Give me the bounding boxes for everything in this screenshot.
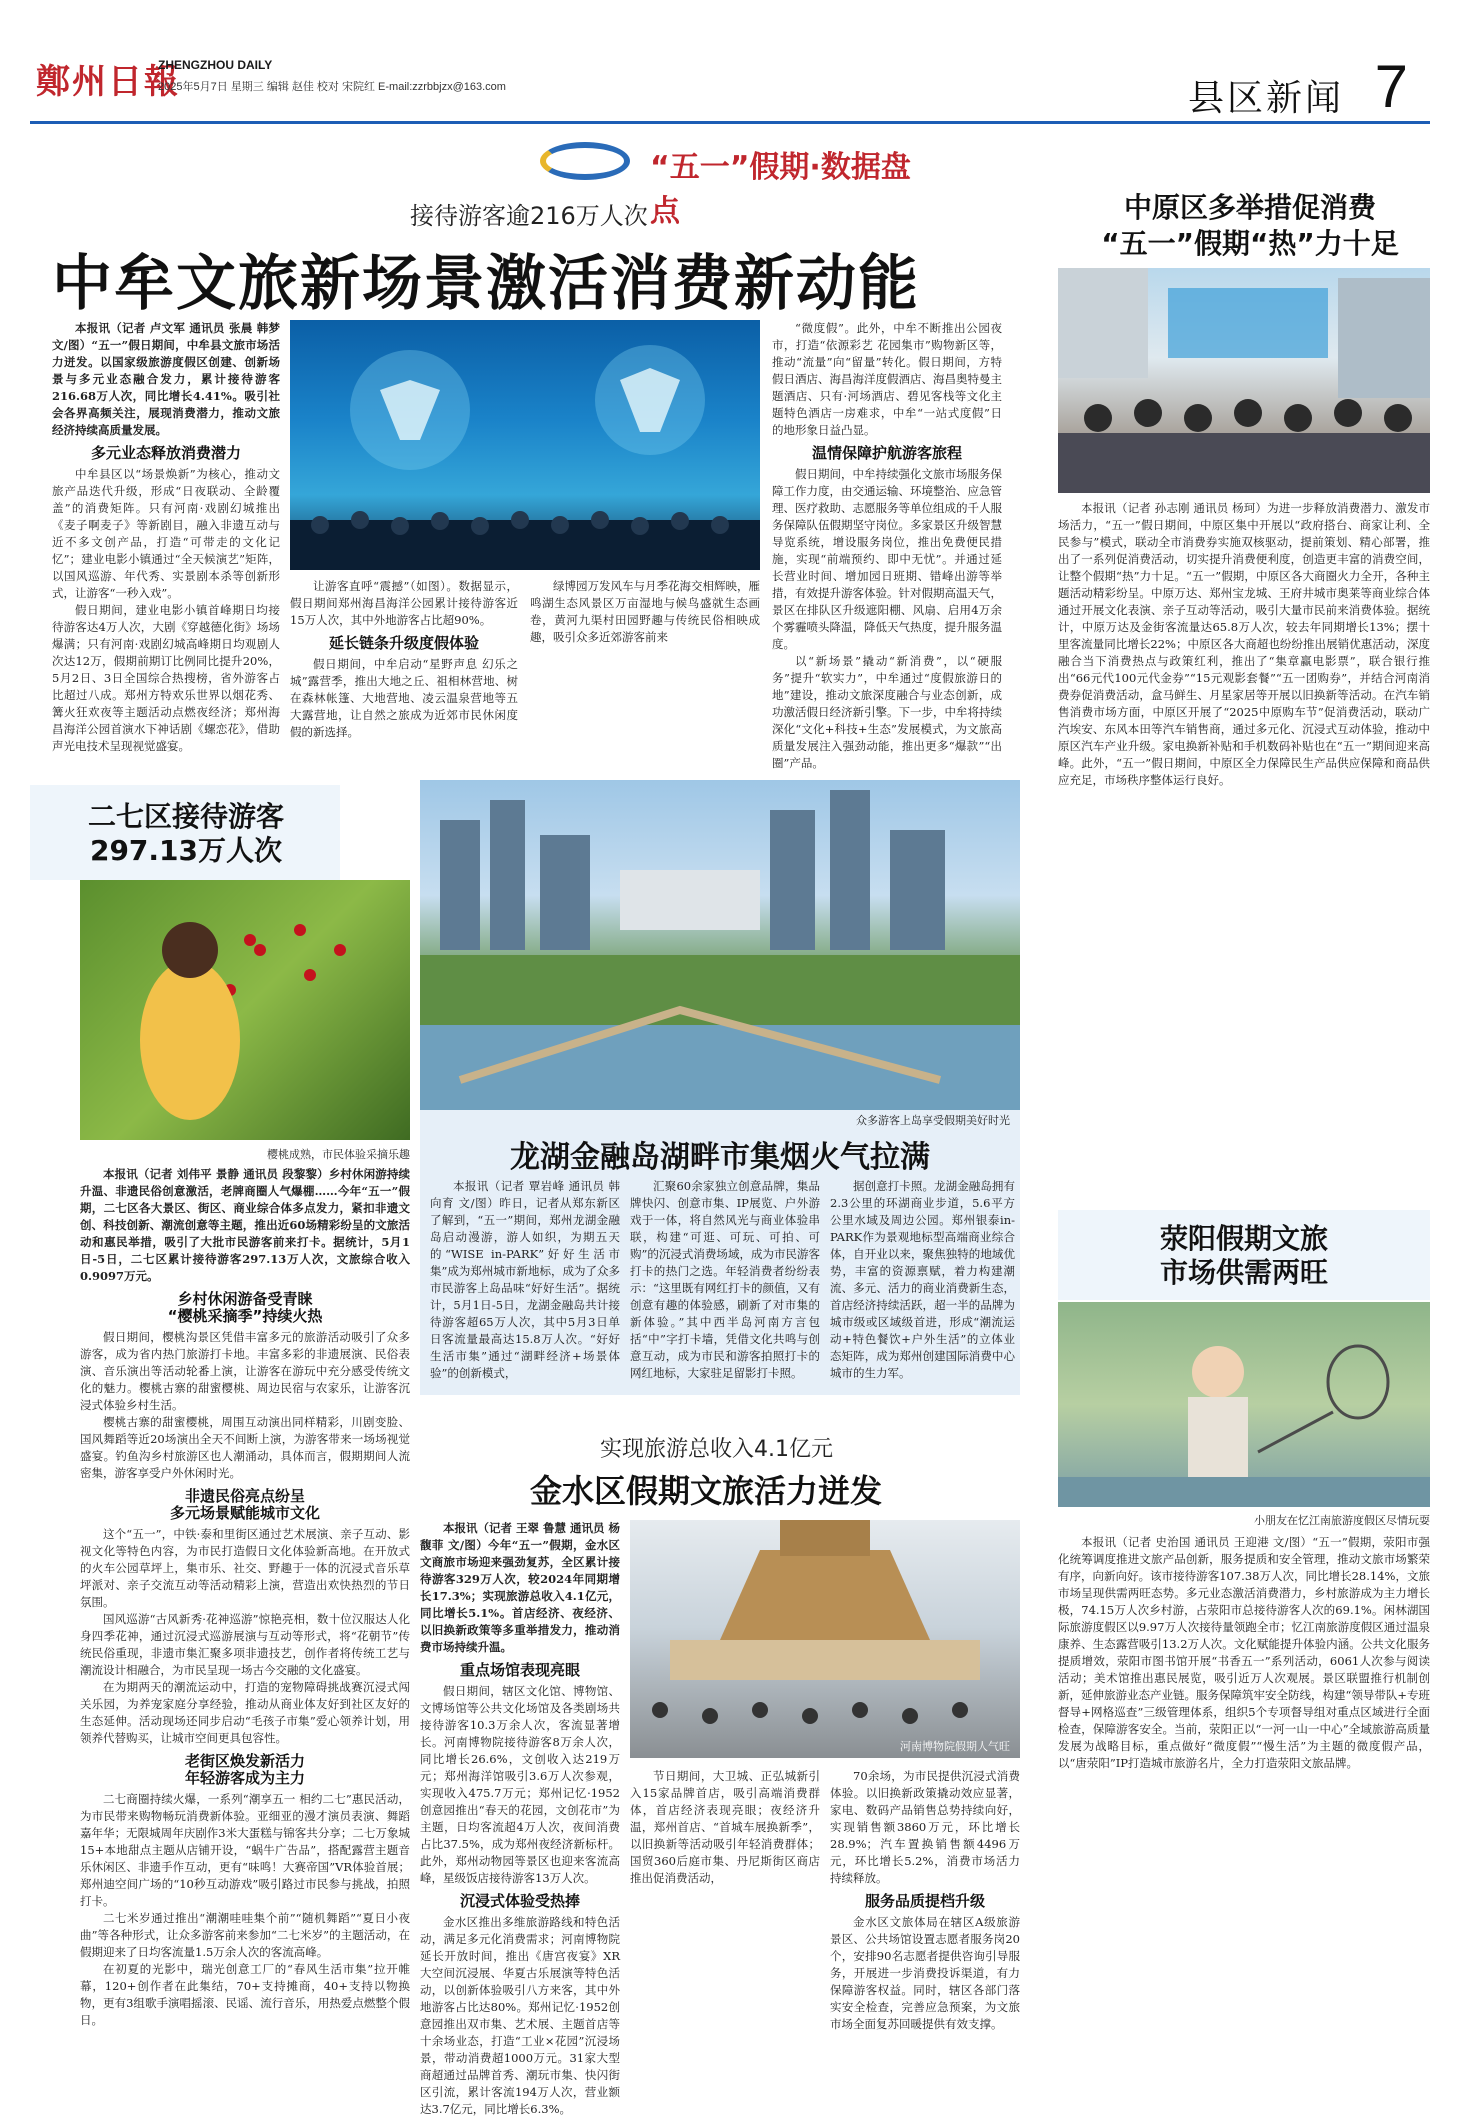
erqi-paragraph: 在为期两天的潮流运动中，打造的宠物障碍挑战赛沉浸式闯关乐园，为养宠家庭分享经验，推动从商业体友好到社区友好的生态延伸。活动现场还同步启动“毛孩子市集”爱心领养计划，用领养代替购买，让城市空间更具包容性。 [80,1680,410,1745]
erqi-subhead-2b: 多元场景赋能城市文化 [169,1504,320,1522]
jinshui-column-2 [630,1768,820,2088]
zhongyuan-headline [1080,190,1420,262]
main-paragraph: 假日期间，中牟持续强化文旅市场服务保障工作力度，由交通运输、环境整治、应急管理、医疗救助、志愿服务等单位组成的千人服务保障队伍假期坚守岗位。多家景区升级智慧导览系统，增设服务岗位，推出免费便民措施，实现“前端预约、即中无忧”。并通过延长营业时间、增加园日班期、错峰出游等举措，有效提升游客体验。针对假期高温天气，景区在排队区升级遮阳棚、风扇、启用4万余个雾霾喷头降温，降低天气热度，提升服务温度。 [772,467,1002,651]
jinshui-paragraph: 假日期间，辖区文化馆、博物馆、文博场馆等公共文化场馆及各类剧场共接待游客10.3万余人次，客流显著增长。河南博物院接待游客8万余人次，同比增长26.6%，文创收入达219万元；郑州海洋馆吸引3.6万人次参观，实现收入475.7万元；郑州记忆·1952创意园推出“春天的花园，文创花市”为主题，日均客流超4万人次，夜间消费占比37.5%，成为郑州夜经济新标杆。此外，郑州动物园等景区也迎来客流高峰，星级饭店接待游客13万人次。 [420,1684,620,1885]
erqi-photo-caption: 樱桃成熟，市民体验采摘乐趣 [267,1148,410,1161]
erqi-subhead-3: 老街区焕发新活力 [184,1752,305,1770]
newspaper-english-name: ZHENGZHOU DAILY [158,58,273,72]
erqi-body [80,1166,410,2086]
main-paragraph: 让游客直呼“震撼”（如图）。数据显示，假日期间郑州海昌海洋公园累计接待游客近15万人次，其中外地游客占比超90%。 [290,579,518,627]
zhongyuan-headline-line-1: 中原区多举措促消费 [1123,191,1376,224]
section-name: 县区新闻 [1187,78,1344,119]
banner-title: “五一”假期·数据盘点 [650,150,911,229]
main-headline: 中牟文旅新场景激活消费新动能 [52,249,920,319]
jinshui-column-3 [830,1768,1020,2088]
erqi-subhead-1b: “樱桃采摘季”持续火热 [167,1307,323,1325]
main-lead: 本报讯（记者 卢文军 通讯员 张晨 韩梦 文/图）“五一”假日期间，中牟县文旅市场活力迸发。以国家级旅游度假区创建、创新场景与多元业态融合发力，累计接待游客216.68万人次，同比增长4.41%。吸引社会各界高频关注，展现消费潜力，推动文旅经济持续高质量发展。 [52,321,280,437]
longhu-headline: 龙湖金融岛湖畔市集烟火气拉满 [510,1140,930,1175]
jinshui-lead: 本报讯（记者 王翠 鲁慧 通讯员 杨馥菲 文/图）今年“五一”假期，金水区文商旅市场迎来强劲复苏，全区累计接待游客329万人次，较2024年同期增长17.3%；实现旅游总收入4.1亿元，同比增长5.1%。首店经济、夜经济、以旧换新政策等多重举措发力，推动消费市场持续升温。 [420,1521,621,1654]
page-number: 7 [1374,53,1408,120]
xingyang-headline [1058,1222,1430,1290]
aquarium-illustration-icon [290,320,760,570]
jinshui-column-1 [420,1520,621,2116]
zhongyuan-paragraph: 本报讯（记者 孙志刚 通讯员 杨珂）为进一步释放消费潜力、激发市场活力，“五一”假日期间，中原区集中开展以“政府搭台、商家让利、全民参与”模式，联动全市消费券实施双核驱动，提前策划、精心部署，推出了一系列促消费活动，切实提升消费便利度，创造更丰富的消费空间，让整个假期“热”力十足。“五一”假期，中原区各大商圈火力全开，各种主题活动精彩纷呈。中原万达、郑州宝龙城、王府井城市奥莱等商业综合体通过开展文化表演、亲子互动等活动，吸引大量市民前来消费体验。据统计，中原万达及金街客流量达65.8万人次，较去年同期增长13%；摆十里客流量同比增长22%；中原区各大商超也纷纷推出展销优惠活动，深度融合当下消费热点与政策红利，推出了“集章赢电影票”，联合银行推出“66元代100元代金券”“15元观影套餐”“五一团购券”，并结合河南消费券促消费活动，盒马鲜生、月星家居等开展以旧换新等活动。在汽车销售消费市场方面，中原区开展了“2025中原购车节”促消费活动，联动广汽埃安、东风本田等汽车销售商，通过多元化、沉浸式互动体验，推动中原区汽车产业升级。家电换新补贴和手机数码补贴也在“五一”期间迎来高峰。此外，“五一”假日期间，中原区全力保障民生产品供应保障和商品供应充足，市场秩序整体运行良好。 [1058,501,1430,787]
jinshui-subhead-4: 服务品质提档升级 [864,1892,985,1910]
erqi-headline [36,800,336,868]
longhu-paragraph: 本报讯（记者 覃岩峰 通讯员 韩向育 文/图）昨日，记者从郑东新区了解到，“五一”期间，郑州龙湖金融岛启动漫游，游人如织，为期五天的“WISE in-PARK”好好生活市集”成为郑州城市新地标，成为了众多市民游客上岛品味“好好生活”。据统计，5月1日-5日，龙湖金融岛共计接待游客超65万人次，其中5月3日单日客流量最高达15.8万人次。“好好生活市集”通过“湖畔经济+场景体验”的创新模式， [430,1179,620,1380]
zhongyuan-photo [1058,268,1430,493]
main-subhead-3: 温情保障护航游客旅程 [811,444,962,462]
erqi-paragraph: 国风巡游“古风新秀·花神巡游”惊艳亮相，数十位汉服达人化身四季花神，通过沉浸式巡游展演与互动等形式，将“花朝节”传统民俗重现，非遗市集汇聚多项非遗技艺，创作者将传统工艺与潮流设计相融合，为市民呈现一场古今交融的文化盛宴。 [80,1612,410,1677]
erqi-paragraph: 这个“五一”，中铁·泰和里街区通过艺术展演、亲子互动、影视文化等特色内容，为市民打造假日文化体验新高地。在开放式的火车公园草坪上，集市乐、社交、野趣于一体的沉浸式音乐草坪派对、亲子交流互动等活动精彩上演，营造出欢快热烈的节日氛围。 [80,1527,410,1609]
xingyang-headline-line-1: 荥阳假期文旅 [1159,1222,1328,1255]
jinshui-subhead-1: 重点场馆表现亮眼 [459,1661,580,1679]
museum-building-illustration-icon [630,1520,1020,1758]
jinshui-paragraph: 70余场，为市民提供沉浸式消费体验。以旧换新政策撬动效应显著，家电、数码产品销售总势持续向好，实现销售额3860万元，环比增长28.9%；汽车置换销售额4496万元，环比增长5.2%，消费市场活力持续释放。 [830,1769,1020,1885]
main-paragraph: 中牟县区以“场景焕新”为核心，推动文旅产品迭代升级，形成“日夜联动、全龄覆盖”的消费矩阵。只有河南·戏剧幻城推出《麦子啊麦子》等新剧目，融入非遗互动与近不多文创产品，打造“可带走的文化记忆”；建业电影小镇通过“全天候演艺”矩阵，以国风巡游、年代秀、实景剧本杀等创新形式，让游客“一秒入戏”。 [52,467,280,600]
jinshui-paragraph: 金水区推出多维旅游路线和特色活动，满足多元化消费需求；河南博物院延长开放时间，推出《唐宫夜宴》XR大空间沉浸展、华夏古乐展演等特色活动，以创新体验吸引八方来客，其中外地游客占比达80%。郑州记忆·1952创意园推出双市集、艺术展、主题首店等十余场业态，打造“工业×花园”沉浸场景，带动消费超1000万元。31家大型商超通过品牌首秀、潮玩市集、快闪街区引流，累计客流194万人次，营业额达3.7亿元，同比增长6.3%。 [420,1915,620,2116]
main-paragraph: 假日期间，中牟启动“星野声息 幻乐之城”露营季，推出大地之丘、祖相林营地、树在森林帐篷、大地营地、凌云温泉营地等五大露营地，让自然之旅成为近郊市民休闲度假的新选择。 [290,657,518,739]
topic-banner [540,138,940,229]
erqi-subhead-3b: 年轻游客成为主力 [184,1769,305,1787]
main-paragraph: “微度假”。此外，中牟不断推出公园夜市，打造“依源彩艺 花园集市”购物新区等，推动“流量”向“留量”转化。假日期间，方特假日酒店、海昌海洋度假酒店、海昌奥特曼主题酒店、只有·河场酒店、碧见客栈等文化主题特色酒店一房难求，中牟“一站式度假”日的地形象日益凸显。 [772,321,1002,437]
longhu-photo-caption: 众多游客上岛享受假期美好时光 [856,1114,1010,1127]
jinshui-paragraph: 节日期间，大卫城、正弘城新引入15家品牌首店，吸引高端消费群体，首店经济表现亮眼；夜经济升温，郑州首店、“首城车展换新季”，以旧换新等活动吸引年轻消费群体；国贸360后庭市集、丹尼斯街区商店推出促消费活动， [630,1769,820,1885]
child-playing-illustration-icon [1058,1302,1430,1507]
masthead [30,48,1430,124]
erqi-headline-line-1: 二七区接待游客 [87,800,284,833]
henan-museum-photo [630,1520,1020,1758]
zhongyuan-headline-line-2: “五一”假期“热”力十足 [1101,227,1399,260]
erqi-subhead-1: 乡村休闲游备受青睐 [177,1290,313,1308]
newspaper-logo: 鄭州日報 [36,62,180,102]
main-paragraph: 假日期间，建业电影小镇首峰期日均接待游客达4万人次，大剧《穿越德化街》场场爆满；只有河南·戏剧幻城高峰期日均观剧人次达12万，假期前期订比例同比提升20%，5月2日、3日全国综合热搜榜，省外游客占比超过八成。郑州方特欢乐世界以烟花秀、篝火狂欢夜等主题活动点燃夜经济；郑州海昌海洋公园首演水下神话剧《螺恋花》，借助声光电技术呈现视觉盛宴。 [52,603,280,753]
jinshui-subhead-2: 沉浸式体验受热捧 [459,1892,580,1910]
aquarium-photo [290,320,760,570]
longhu-paragraph: 汇聚60余家独立创意品牌，集品牌快闪、创意市集、IP展览、户外游戏于一体，将自然风光与商业体验串联，构建“可逛、可玩、可拍、可购”的沉浸式消费场域，成为市民游客打卡的热门之选。年轻消费者纷纷表示：“这里既有网红打卡的颜值，又有创意有趣的体验感，刷新了对市集的新体验。”其中西半岛河南方言包括“中”字打卡墙，凭借文化共鸣与创意互动，成为市民和游客拍照打卡的网红地标，大家驻足留影打卡照。 [630,1179,820,1380]
xingyang-headline-line-2: 市场供需两旺 [1159,1256,1328,1289]
longhu-column-2 [630,1178,820,1388]
crowd-illustration-icon [1058,268,1430,493]
longhu-column-1 [430,1178,620,1388]
xingyang-paragraph: 本报讯（记者 史治国 通讯员 王迎港 文/图）“五一”假期，荥阳市强化统筹调度推进文旅产品创新，服务提质和安全管理，推动文旅市场繁荣有序，向新向好。该市接待游客107.38万人次，同比增长28.14%，文旅市场呈现供需两旺态势。多元业态激活消费潜力，乡村旅游成为主力增长极，74.15万人次乡村游，占荥阳市总接待游客人次的69.1%。闲林湖国际旅游度假区以9.97万人次接待量领跑全市；忆江南旅游度假区通过温泉康养、生态露营吸引13.2万人次。文化赋能提升体验内涵。公共文化服务提质增效，荥阳市图书馆开展“书香五一”系列活动，6061人次参与阅读活动；美术馆推出惠民展览，吸引近万人次观展。景区联盟推行机制创新，延伸旅游业态产业链。服务保障筑牢安全防线，构建“领导带队+专班督导+网格巡查”三级管理体系，组织5个专项督导组对重点区域进行全面检查，保障游客安全。当前，荥阳正以“一河一山一中心”全域旅游高质量发展为战略目标，重点做好“微度假”“慢生活”为主题的微度假产品，以“唐荥阳”IP打造城市旅游名片，全力打造荥阳文旅品牌。 [1058,1535,1431,1770]
erqi-subhead-2: 非遗民俗亮点纷呈 [184,1487,305,1505]
jinshui-kicker: 实现旅游总收入4.1亿元 [600,1437,833,1462]
xingyang-body [1058,1534,1430,2084]
erqi-lead: 本报讯（记者 刘伟平 景静 通讯员 段黎黎）乡村休闲游持续升温、非遗民俗创意激活，老牌商圈人气爆棚……今年“五一”假期，二七区各大景区、街区、商业综合体多点发力，紧扣非遗文创、科技创新、潮流创意等主题，推出近60场精彩纷呈的文旅活动和惠民举措，吸引了大批市民游客前来打卡。据统计，5月1日-5日，二七区累计接待游客297.13万人次，文旅综合收入0.9097万元。 [80,1167,410,1283]
main-paragraph: 绿博园万发风车与月季花海交相辉映，雁鸣湖生态风景区万亩湿地与候鸟盛就生态画卷，黄河九渠村田园野趣与传统民俗相映成趣，吸引众多近郊游客前来 [530,579,760,644]
xingyang-photo-caption: 小朋友在忆江南旅游度假区尽情玩耍 [1254,1514,1430,1527]
erqi-paragraph: 二七米岁通过推出“潮潮哇哇集个前”“随机舞蹈”“夏日小夜曲”等各种形式，让众多游客前来参加“二七米岁”的主题活动，在假期迎来了日均客流量1.5万余人次的客流高峰。 [80,1911,410,1959]
erqi-paragraph: 樱桃古寨的甜蜜樱桃，周围互动演出同样精彩，川剧变脸、国风舞蹈等近20场演出全天不间断上演，为游客带来一场场视觉盛宴。钓鱼沟乡村旅游区也人潮涌动，具体而言，假期期间人流密集，游客享受户外休闲时光。 [80,1415,410,1480]
erqi-headline-line-2: 297.13万人次 [89,834,283,867]
main-subhead-2: 延长链条升级度假体验 [328,634,479,652]
longhu-column-3 [830,1178,1015,1388]
jinshui-headline: 金水区假期文旅活力迸发 [530,1472,883,1510]
main-kicker: 接待游客逾216万人次 [410,202,648,230]
banner-ring-icon [540,142,630,180]
cherry-tree-illustration-icon [80,880,410,1140]
jinshui-photo-caption: 河南博物院假期人气旺 [900,1740,1010,1753]
jinshui-paragraph: 金水区文旅体局在辖区A级旅游景区、公共场馆设置志愿者服务岗20个，安排90名志愿者提供咨询引导服务，开展进一步消费投诉渠道，有力保障游客权益。同时，辖区各部门落实安全检查，完善应急预案，为文旅市场全面复苏回暖提供有效支撑。 [830,1915,1020,2031]
lakeside-skyline-illustration-icon [420,780,1020,1110]
xingyang-photo [1058,1302,1430,1507]
main-paragraph: 以“新场景”撬动“新消费”，以“硬服务”提升“软实力”，中牟通过“度假旅游日的地”建设，推动文旅深度融合与业态创新，成功激活假日经济新引擎。下一步，中牟将持续深化“文化+科技+生态”发展模式，为文旅高质量发展注入强劲动能，推出更多“爆款”“出圈”产品。 [772,654,1002,770]
erqi-paragraph: 假日期间，樱桃沟景区凭借丰富多元的旅游活动吸引了众多游客，成为省内热门旅游打卡地。丰富多彩的非遗展演、民俗表演、音乐演出等活动轮番上演，让游客在游玩中充分感受传统文化的魅力。樱桃古寨的甜蜜樱桃、周边民宿与农家乐，让游客沉浸式体验乡村生活。 [80,1330,410,1412]
main-subhead-1: 多元业态释放消费潜力 [90,444,241,462]
erqi-paragraph: 二七商圈持续火爆，一系列“潮享五一 相约二七”惠民活动，为市民带来购物畅玩消费新体验。亚细亚的漫才演员表演、舞蹈嘉年华；无限城周年庆剧作3米大蛋糕与锦客共分享；二七万象城15+本地甜点主题从店铺开设，“蜗牛广告品”，搭配露营主题音乐休闲区、非遗手作互动，更有“味鸣！大赛帝国”VR体验首展；郑州迪空间广场的“10秒互动游戏”吸引路过市民参与挑战，拍照打卡。 [80,1792,410,1908]
cherry-picking-photo [80,880,410,1140]
erqi-paragraph: 在初夏的光影中，瑞光创意工厂的“春风生活市集”拉开帷幕，120+创作者在此集结，70+支持摊商，40+支持以物换物，更有3组歌手演唱摇滚、民谣、流行音乐，用热爱点燃整个假日。 [80,1962,410,2027]
longhu-photo [420,780,1020,1110]
issue-meta: 2025年5月7日 星期三 编辑 赵佳 校对 宋院红 E-mail:zzrbbjzx@163.com [158,81,506,93]
longhu-paragraph: 据创意打卡照。龙湖金融岛拥有2.3公里的环湖商业步道，5.6平方公里水域及周边公园。郑州银泰in-PARK作为景观地标型高端商业综合体，自开业以来，聚焦独特的地域优势，丰富的资源禀赋，着力构建潮流、多元、活力的商业消费新生态，首店经济持续活跃，超一半的品牌为城市级或区域级首进，形成“潮流运动+特色餐饮+户外生活”的立体业态矩阵，成为郑州创建国际消费中心城市的生力军。 [830,1179,1015,1380]
